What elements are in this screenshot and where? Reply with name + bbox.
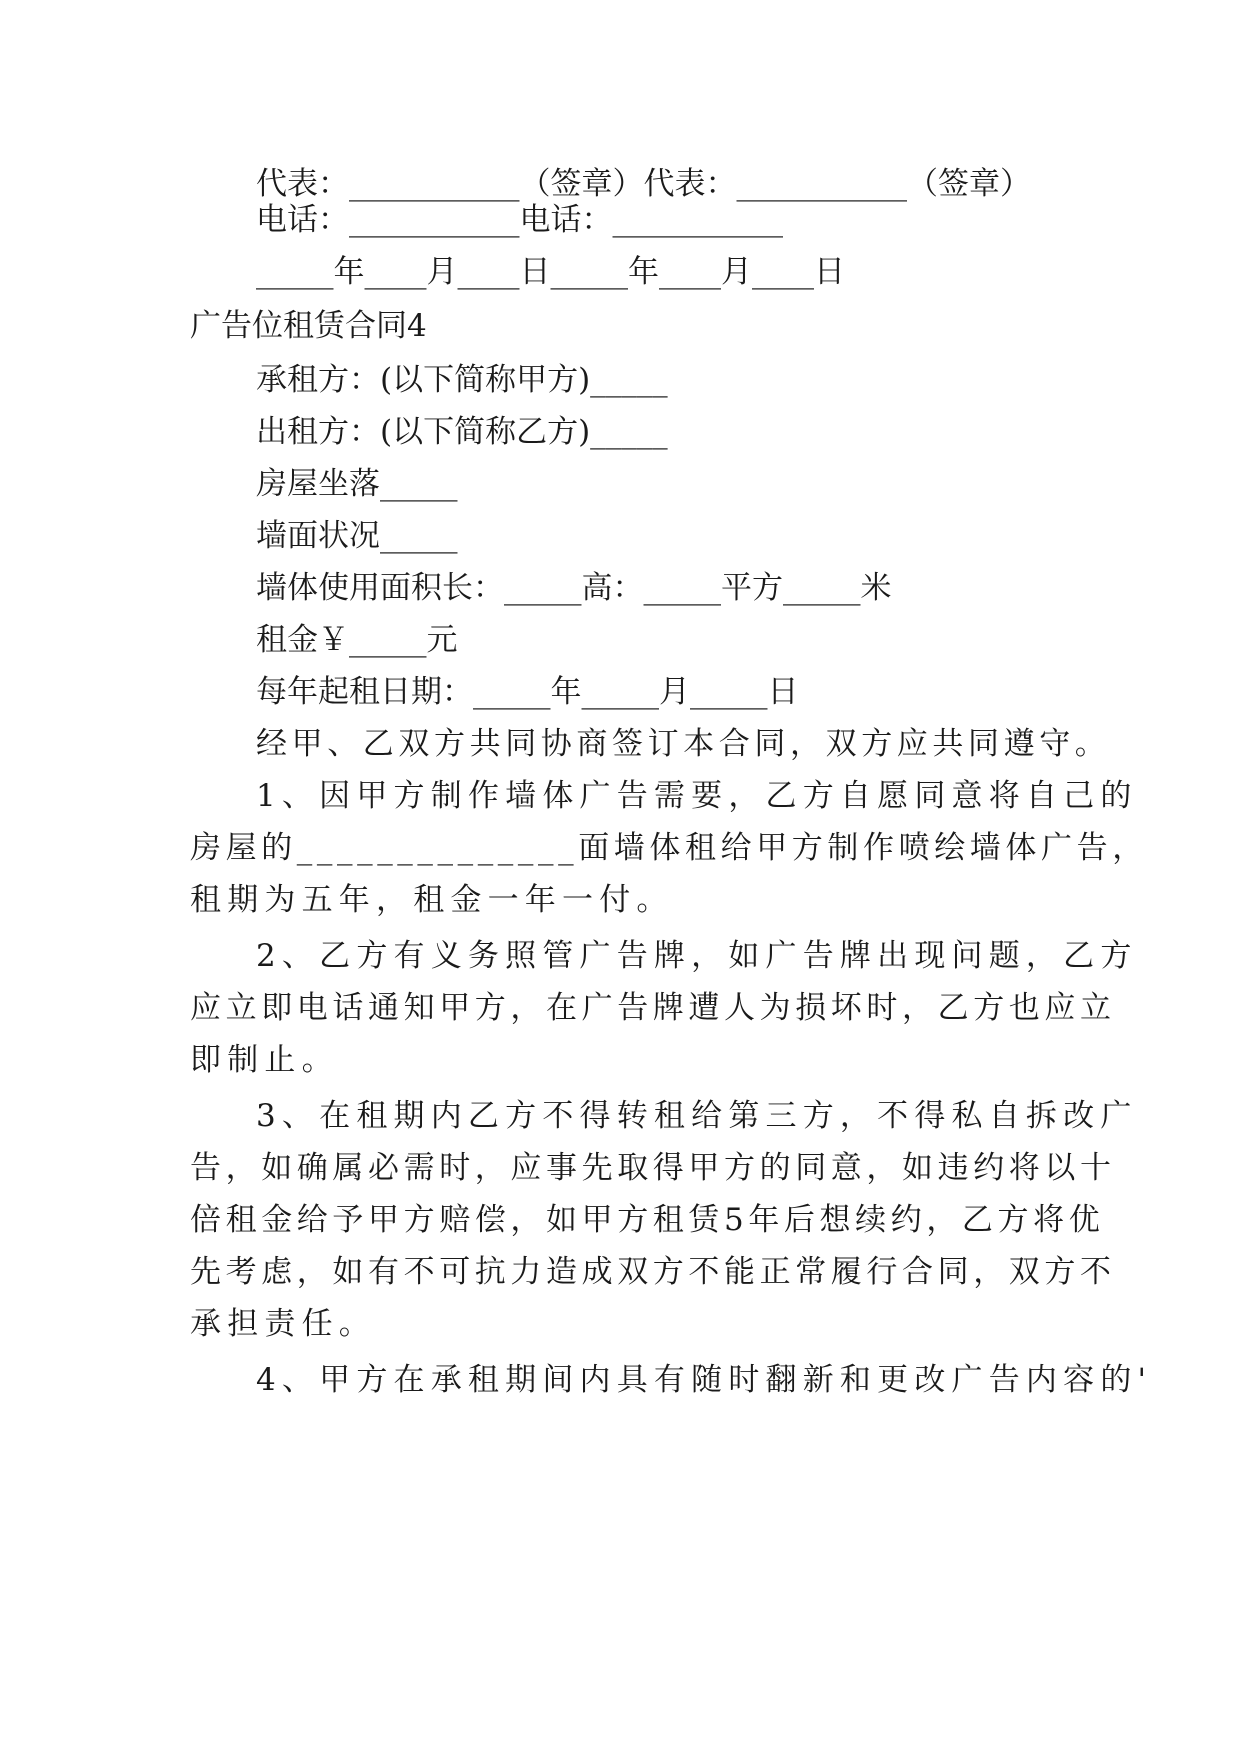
lessor-line: 出租方：(以下简称乙方)_____ bbox=[256, 414, 668, 450]
clause-1-line-1: 1、因甲方制作墙体广告需要，乙方自愿同意将自己的 bbox=[256, 778, 1138, 814]
representative-signature-line: 代表：___________（签章）代表：___________（签章） bbox=[256, 166, 1031, 202]
lessee-line: 承租方：(以下简称甲方)_____ bbox=[256, 362, 668, 398]
clause-3-line-2: 告，如确属必需时，应事先取得甲方的同意，如违约将以十 bbox=[190, 1150, 1116, 1186]
clause-4-line-1: 4、甲方在承租期间内具有随时翻新和更改广告内容的' bbox=[256, 1362, 1153, 1398]
clause-2-line-2: 应立即电话通知甲方，在广告牌遭人为损坏时，乙方也应立 bbox=[190, 990, 1116, 1026]
clause-3-line-3: 倍租金给予甲方赔偿，如甲方租赁5年后想续约，乙方将优 bbox=[190, 1202, 1105, 1238]
wall-condition-line: 墙面状况_____ bbox=[256, 518, 458, 554]
phone-line: 电话：___________电话：___________ bbox=[256, 202, 783, 238]
house-location-line: 房屋坐落_____ bbox=[256, 466, 458, 502]
clause-3-line-1: 3、在租期内乙方不得转租给第三方，不得私自拆改广 bbox=[256, 1098, 1138, 1134]
clause-2-line-1: 2、乙方有义务照管广告牌，如广告牌出现问题，乙方 bbox=[256, 938, 1138, 974]
date-line: _____年____月____日_____年____月____日 bbox=[256, 254, 845, 290]
clause-2-line-3: 即制止。 bbox=[190, 1042, 339, 1078]
clause-1-line-2: 房屋的______________面墙体租给甲方制作喷绘墙体广告， bbox=[190, 830, 1148, 866]
clause-3-line-5: 承担责任。 bbox=[190, 1306, 376, 1342]
contract-title: 广告位租赁合同4 bbox=[190, 308, 427, 344]
rent-line: 租金￥_____元 bbox=[256, 622, 458, 658]
wall-area-line: 墙体使用面积长：_____高：_____平方_____米 bbox=[256, 570, 892, 606]
agreement-intro: 经甲、乙双方共同协商签订本合同，双方应共同遵守。 bbox=[256, 726, 1111, 762]
start-date-line: 每年起租日期：_____年_____月_____日 bbox=[256, 674, 799, 710]
clause-1-line-3: 租期为五年，租金一年一付。 bbox=[190, 882, 674, 918]
clause-3-line-4: 先考虑，如有不可抗力造成双方不能正常履行合同，双方不 bbox=[190, 1254, 1116, 1290]
